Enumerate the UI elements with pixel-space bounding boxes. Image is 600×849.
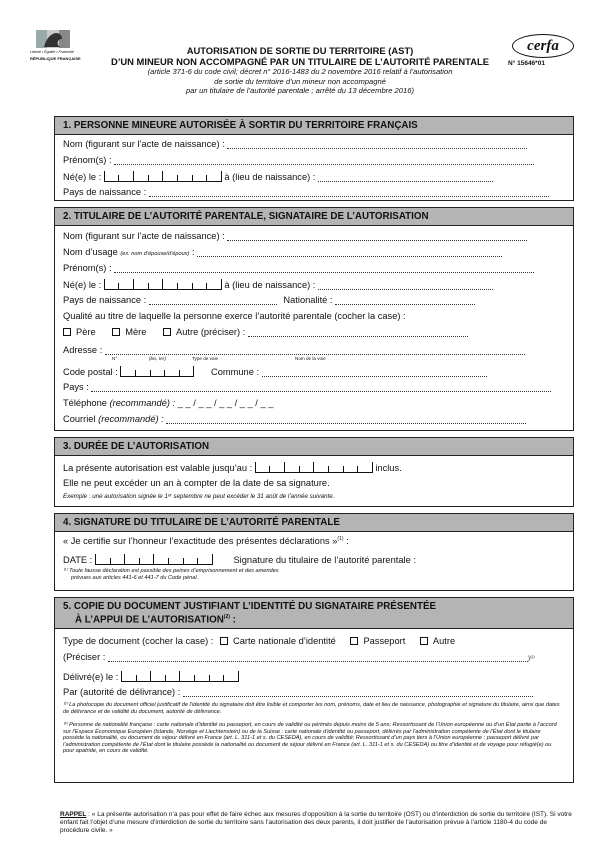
- digit-box-divider: [133, 171, 134, 181]
- parent-qualite-label: Qualité au titre de laquelle la personne exerce l’autorité parentale (cocher la case) :: [63, 311, 406, 321]
- digit-box-divider: [183, 558, 184, 564]
- marianne-logo: [36, 30, 70, 48]
- digit-box-divider: [206, 175, 207, 181]
- minor-nom-row: [63, 139, 527, 149]
- digit-box-divider: [221, 171, 222, 181]
- autre-doc-checkbox[interactable]: [420, 637, 428, 645]
- parent-usage-label: Nom d’usage: [63, 247, 118, 257]
- autre-doc-label: Autre: [432, 636, 456, 646]
- digit-box-divider: [255, 462, 256, 472]
- delivre-row: [63, 671, 239, 682]
- minor-prenoms-label: Prénom(s) :: [63, 155, 112, 165]
- cerfa-logo: cerfa: [512, 34, 574, 58]
- parent-usage-note: (ex. nom d’épouse/d’époux): [120, 251, 190, 257]
- digit-box-divider: [206, 283, 207, 289]
- telephone-recommande: (recommandé) :: [109, 398, 176, 408]
- parent-lieu-label: à (lieu de naissance) :: [224, 280, 316, 290]
- parent-nationalite-label: Nationalité :: [283, 295, 333, 305]
- rappel-text: : « La présente autorisation n’a pas pour effet de faire échec aux mesures d’opposition à la sortie du territoire (OST) ou d’interdiction de sortie du territoire (IST). Si votre enfant fait l’objet d’une mesure d’interdiction de sortie du territoire sans l’autorisation des deux parents, il doit justifier de l’autorisation prévue à l’article 1180-4 du code de procédure civile. »: [60, 811, 572, 835]
- digit-box-divider: [139, 558, 140, 564]
- inclus-label: inclus.: [375, 463, 402, 473]
- digit-box-divider: [165, 675, 166, 681]
- valable-label: La présente autorisation est valable jusqu’au :: [63, 463, 253, 473]
- autre-checkbox[interactable]: [163, 328, 171, 336]
- delivre-date-boxes[interactable]: [121, 671, 239, 682]
- parent-pays2-field[interactable]: [91, 382, 551, 392]
- digit-box-divider: [120, 366, 121, 376]
- digit-box-divider: [150, 370, 151, 376]
- passeport-label: Passeport: [363, 636, 406, 646]
- digit-box-divider: [357, 466, 358, 472]
- par-label: Par (autorité de délivrance) :: [63, 687, 181, 697]
- digit-box-divider: [148, 283, 149, 289]
- rappel-label: RAPPEL: [60, 811, 87, 818]
- parent-nom-label: Nom (figurant sur l’acte de naissance) :: [63, 231, 225, 241]
- preciser-row: [63, 652, 535, 662]
- penal-note-1: ⁽¹⁾ Toute fausse déclaration est passible des peines d’emprisonnement et des amendes: [63, 568, 279, 574]
- courriel-row: [63, 414, 526, 424]
- parent-qualite-options: [63, 327, 468, 337]
- section-header: [55, 438, 573, 456]
- digit-box-divider: [212, 554, 213, 564]
- digit-box-divider: [299, 466, 300, 472]
- adresse-field[interactable]: [105, 345, 525, 355]
- digit-box-divider: [133, 279, 134, 289]
- section-header: [55, 514, 573, 532]
- certifie-colon: :: [343, 536, 349, 547]
- cni-checkbox[interactable]: [220, 637, 228, 645]
- parent-pays-row: [63, 295, 475, 305]
- date-label: DATE :: [63, 555, 93, 565]
- certifie-row: [63, 536, 349, 546]
- parent-nationalite-field[interactable]: [335, 295, 475, 305]
- minor-prenoms-row: [63, 155, 534, 165]
- digit-box-divider: [124, 554, 125, 564]
- digit-box-divider: [118, 175, 119, 181]
- parent-ne-le-label: Né(e) le :: [63, 280, 102, 290]
- minor-birthdate-boxes[interactable]: [104, 171, 222, 182]
- section-header: [55, 117, 573, 135]
- digit-box-divider: [313, 462, 314, 472]
- section-title: 2. TITULAIRE DE L’AUTORITÉ PARENTALE, SIGNATAIRE DE L’AUTORISATION: [63, 211, 429, 222]
- penal-note-2: prévues aux articles 441-6 et 441-7 du Code pénal.: [71, 575, 199, 581]
- telephone-row: [63, 398, 273, 408]
- telephone-field[interactable]: _ _ / _ _ / _ _ / _ _ / _ _: [177, 398, 274, 408]
- digit-box-divider: [197, 558, 198, 564]
- adresse-row: [63, 345, 525, 355]
- adresse-bis-hint: (bis, ter): [149, 356, 166, 361]
- valable-row: [63, 462, 402, 473]
- parent-prenoms-row: [63, 263, 534, 273]
- parent-pays-label: Pays de naissance :: [63, 295, 147, 305]
- parent-nom-field[interactable]: [227, 231, 527, 241]
- section-signature: [54, 513, 574, 591]
- commune-field[interactable]: [262, 367, 487, 377]
- cp-boxes[interactable]: [120, 366, 194, 377]
- certifie-text: « Je certifie sur l’honneur l’exactitude des présentes déclarations »: [63, 536, 338, 547]
- digit-box-divider: [95, 554, 96, 564]
- section-title: 4. SIGNATURE DU TITULAIRE DE L’AUTORITÉ PARENTALE: [63, 517, 340, 528]
- minor-birth-row: [63, 171, 493, 182]
- rappel-notice: [60, 811, 572, 836]
- type-doc-label: Type de document (cocher la case) :: [63, 636, 214, 646]
- cni-label: Carte nationale d’identité: [232, 636, 336, 646]
- minor-pays-field[interactable]: [149, 187, 549, 197]
- cp-commune-row: [63, 366, 487, 377]
- adresse-type-hint: Type de voie: [192, 356, 219, 361]
- title-line-1: AUTORISATION DE SORTIE DU TERRITOIRE (AST): [186, 45, 414, 56]
- digit-box-divider: [162, 279, 163, 289]
- courriel-field[interactable]: [166, 414, 526, 424]
- courriel-recommande: (recommandé) :: [98, 414, 164, 424]
- section-title-2-colon: :: [229, 614, 236, 626]
- mere-label: Mère: [125, 327, 147, 337]
- parent-birthdate-boxes[interactable]: [104, 279, 222, 290]
- legal-reference-2: de sortie du territoire d’un mineur non accompagné: [214, 76, 386, 86]
- document-title: [80, 46, 520, 96]
- signature-label: Signature du titulaire de l’autorité parentale :: [233, 555, 416, 565]
- date-signature-row: [63, 554, 416, 565]
- minor-lieu-field[interactable]: [318, 172, 493, 182]
- delivre-label: Délivré(e) le :: [63, 672, 119, 682]
- section-duree: [54, 437, 574, 507]
- section-minor: [54, 116, 574, 201]
- digit-box-divider: [168, 558, 169, 564]
- minor-pays-label: Pays de naissance :: [63, 187, 147, 197]
- logo-republic: RÉPUBLIQUE FRANÇAISE: [30, 56, 81, 61]
- title-line-2: D’UN MINEUR NON ACCOMPAGNÉ PAR UN TITULAIRE DE L’AUTORITÉ PARENTALE: [111, 55, 489, 67]
- section-header: [55, 208, 573, 226]
- parent-pays2-row: [63, 382, 551, 392]
- digit-box-divider: [177, 283, 178, 289]
- parent-prenoms-label: Prénom(s) :: [63, 263, 112, 273]
- section-title-2: [55, 612, 573, 625]
- logo-motto: Liberté • Égalité • Fraternité: [30, 50, 74, 54]
- section-parent: [54, 207, 574, 431]
- valable-date-boxes[interactable]: [255, 462, 373, 473]
- preciser-label: (Préciser :: [63, 652, 106, 662]
- legal-reference-3: par un titulaire de l’autorité parentale ; arrêté du 13 décembre 2016): [186, 86, 414, 95]
- certifie-footnote-ref: (1): [337, 536, 344, 542]
- digit-box-divider: [284, 462, 285, 472]
- pere-label: Père: [76, 327, 96, 337]
- exemple-text: Exemple : une autorisation signée le 1ᵉʳ septembre ne peut excéder le 31 août de l’année suivante.: [63, 493, 335, 500]
- digit-box-divider: [118, 283, 119, 289]
- digit-box-divider: [269, 466, 270, 472]
- minor-pays-row: [63, 187, 549, 197]
- digit-box-divider: [179, 370, 180, 376]
- digit-box-divider: [164, 370, 165, 376]
- digit-box-divider: [121, 671, 122, 681]
- minor-lieu-label: à (lieu de naissance) :: [224, 172, 316, 182]
- digit-box-divider: [179, 671, 180, 681]
- cerfa-number: N° 15646*01: [508, 60, 545, 67]
- adresse-no-hint: N°: [112, 356, 118, 361]
- identity-note-3: ⁽³⁾ Personne de nationalité française : carte nationale d’identité ou passeport, en cours de validité ou périmés depuis moins de 5 ans; Ressortissant de l’Union européenne ou d’un État partie à l’accord sur l’Espace Économique Européen (Islande, Norvège et Liechtenstein) ou de la Suisse : carte nationale d’identité ou passeport, délivrés par l’administration compétente de l’État dont le titulaire possède la nationalité, ou document de séjour délivré en France (art. L. 311-1 et s. du CESEDA), en cours de validité; Ressortissant d’un pays tiers à l’Union européenne : passeport délivré par l’administration compétente de l’État dont le titulaire possède la nationalité ou document de séjour délivré en France (art. L. 311-1 et s. du CESEDA) ou titre d’identité et de voyage pour réfugié(e) ou pour apatride, en cours de validité.: [63, 722, 557, 755]
- digit-box-divider: [192, 175, 193, 181]
- preciser-end: )⁽²⁾: [527, 656, 535, 662]
- section-title: 3. DURÉE DE L’AUTORISATION: [63, 441, 210, 452]
- commune-label: Commune :: [210, 367, 260, 377]
- digit-box-divider: [194, 675, 195, 681]
- par-field[interactable]: [183, 687, 533, 697]
- parent-pays-field[interactable]: [149, 295, 277, 305]
- digit-box-divider: [104, 171, 105, 181]
- legal-reference-1: (article 371-6 du code civil; décret n° 2016-1483 du 2 novembre 2016 relatif à l’autorisation: [147, 67, 453, 76]
- parent-usage-field[interactable]: [197, 247, 502, 257]
- digit-box-divider: [209, 675, 210, 681]
- preciser-field[interactable]: [108, 652, 528, 662]
- type-doc-row: [63, 636, 455, 646]
- digit-box-divider: [343, 466, 344, 472]
- section-title-2-text: À L’APPUI DE L’AUTORISATION: [75, 614, 224, 626]
- section-title: 1. PERSONNE MINEURE AUTORISÉE À SORTIR DU TERRITOIRE FRANÇAIS: [63, 120, 418, 131]
- digit-box-divider: [177, 175, 178, 181]
- digit-box-divider: [104, 279, 105, 289]
- digit-box-divider: [136, 675, 137, 681]
- digit-box-divider: [192, 283, 193, 289]
- parent-pays2-label: Pays :: [63, 382, 89, 392]
- section-title-1: 5. COPIE DU DOCUMENT JUSTIFIANT L’IDENTITÉ DU SIGNATAIRE PRÉSENTÉE: [63, 601, 437, 612]
- digit-box-divider: [110, 558, 111, 564]
- cp-label: Code postal :: [63, 367, 118, 377]
- courriel-label: Courriel: [63, 414, 96, 424]
- section-identity-document: [54, 597, 574, 783]
- autre-preciser-field[interactable]: [248, 327, 468, 337]
- signature-date-boxes[interactable]: [95, 554, 213, 565]
- parent-birth-row: [63, 279, 493, 290]
- minor-nom-field[interactable]: [227, 139, 527, 149]
- adresse-nom-hint: Nom de la voie: [295, 356, 326, 361]
- parent-lieu-field[interactable]: [318, 280, 493, 290]
- autre-label: Autre (préciser) :: [176, 327, 246, 337]
- parent-nom-row: [63, 231, 527, 241]
- pere-checkbox[interactable]: [63, 328, 71, 336]
- digit-box-divider: [328, 466, 329, 472]
- digit-box-divider: [153, 554, 154, 564]
- parent-prenoms-field[interactable]: [114, 263, 534, 273]
- passeport-checkbox[interactable]: [350, 637, 358, 645]
- par-row: [63, 687, 533, 697]
- digit-box-divider: [372, 462, 373, 472]
- minor-prenoms-field[interactable]: [114, 155, 534, 165]
- digit-box-divider: [238, 671, 239, 681]
- adresse-label: Adresse :: [63, 345, 103, 355]
- mere-checkbox[interactable]: [112, 328, 120, 336]
- minor-nom-label: Nom (figurant sur l’acte de naissance) :: [63, 139, 225, 149]
- digit-box-divider: [150, 671, 151, 681]
- digit-box-divider: [135, 370, 136, 376]
- identity-note-2: ⁽²⁾ La photocopie du document officiel justificatif de l’identité du signataire doit être lisible et comporter les nom, prénoms, date et lieu de naissance, photographie et signature du titulaire, ainsi que dates de délivrance et de validité du document, autorité de délivrance.: [63, 702, 560, 715]
- minor-ne-le-label: Né(e) le :: [63, 172, 102, 182]
- section-header: [55, 598, 573, 629]
- digit-box-divider: [193, 366, 194, 376]
- digit-box-divider: [223, 675, 224, 681]
- section-title-footnote-ref: (2): [223, 614, 230, 620]
- digit-box-divider: [162, 171, 163, 181]
- parent-usage-row: Nom d’usage (ex. nom d’épouse/d’époux) :: [63, 247, 502, 257]
- digit-box-divider: [221, 279, 222, 289]
- telephone-label: Téléphone: [63, 398, 107, 408]
- exceder-text: Elle ne peut excéder un an à compter de la date de sa signature.: [63, 478, 330, 488]
- digit-box-divider: [148, 175, 149, 181]
